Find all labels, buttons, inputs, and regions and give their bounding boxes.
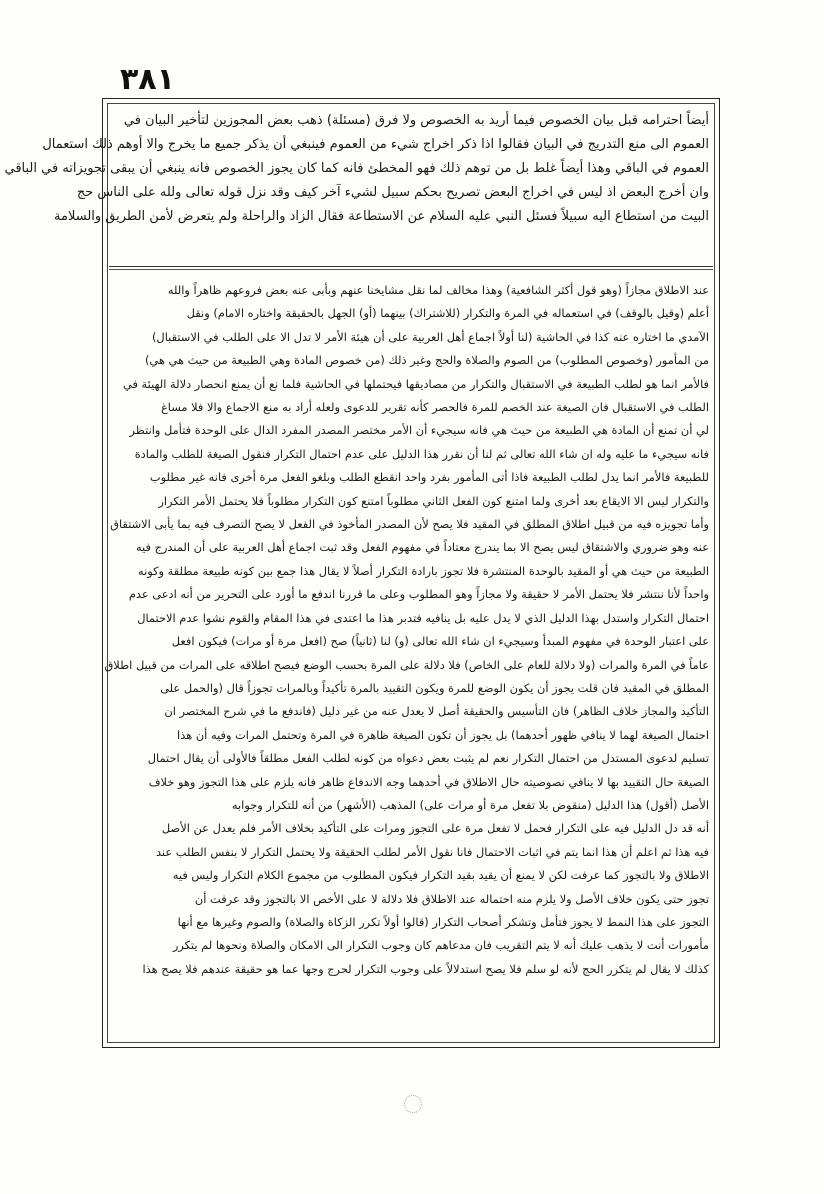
commentary-line: التجوز على هذا النمط لا يجوز فتأمل وتشكر أصحاب التكرار (قالوا أولاً تكرر الزكاة والصلاة) والصوم وغيرها مع أنها: [177, 914, 709, 929]
commentary-line: فيه هذا ثم اعلم أن هذا انما يتم في اثبات الاحتمال فانا نقول الأمر لطلب الحقيقة ولا يحتمل التكرار لا بنفس الطلب عند: [155, 844, 709, 859]
main-text-line: العموم الى منع التدريج في البيان فقالوا اذا ذكر اخراج شيء من العموم فينبغي أن يذكر جميع ما يخرج والا أوهم ذلك استعمال: [42, 137, 709, 152]
commentary-line: أنه قد دل الدليل فيه على التكرار فحمل لا تفعل مرة على التجوز ومرات على التأكيد بخلاف الأمر فلم يعدل عن الأصل: [161, 821, 709, 836]
commentary-line: الاطلاق ولا بالتجوز كما عرفت لكن لا يمنع أن يقيد بقيد التكرار فيكون المطلوب من مجموع الكلام التكرار وليس فيه: [172, 868, 709, 883]
commentary-line: الآمدي ما اختاره عنه كذا في الحاشية (لنا أولاً اجماع أهل العربية على أن هيئة الأمر لا تدل الا على الطلب في الاستقبال): [151, 329, 709, 344]
commentary-line: فالأمر انما هو لطلب الطبيعة في الاستقبال والتكرار من مصاديقها فيحتملها في الحاشية فلما نع أن يمنع انحصار دلالة الهيئة في: [122, 376, 709, 391]
commentary-line: من المأمور (وخصوص المطلوب) من الصوم والصلاة والحج وغير ذلك (من خصوص المادة وهي الطبيعة من حيث هي هي): [144, 353, 709, 368]
page-frame: [4, 98, 720, 1048]
commentary-line: وأما تجويزه فيه من قبيل اطلاق المطلق في المقيد فلا يصح لأن المصدر المأخوذ في الفعل لا يصح التصرف فيه بما يأبى الاشتقاق: [110, 517, 709, 532]
main-text-block: [4, 109, 709, 257]
commentary-line: واحداً لأنا ننتشر فلا يحتمل الأمر لا حقيقة ولا مجازاً وهو المطلوب وعلى ما قررنا اندفع ما أورد على التحرير من أنه ادعى عدم: [128, 587, 709, 602]
commentary-line: التأكيد والمجاز خلاف الظاهر) فان التأسيس والحقيقة أصل لا يعدل عنه من غير دليل (فاندفع ما في شرح المختصر ان: [164, 704, 709, 719]
page-ornament-mark: [404, 1095, 422, 1113]
commentary-line: الأصل (أقول) هذا الدليل (منقوض بلا تفعل مرة أو مرات على) المذهب (الأشهر) من أنه للتكرار وجوابه: [231, 797, 709, 812]
commentary-line: احتمال الصيغة لهما لا ينافي ظهور أحدهما) بل يجوز أن تكون الصيغة ظاهرة في المرة وتحتمل المرات وفيه أن هذا: [177, 727, 709, 742]
commentary-line: على اعتبار الوحدة في مفهوم المبدأ وسيجيء ان شاء الله تعالى (و) لنا (ثانياً) صح (افعل مرة أو مرات) فيكون افعل: [171, 634, 709, 649]
commentary-line: أعلم (وقيل بالوقف) في استعماله في المرة والتكرار (للاشتراك) بينهما (أو) الجهل بالحقيقة واختاره الامام) ونقل: [186, 306, 709, 321]
section-divider: [109, 266, 713, 267]
commentary-line: احتمال التكرار واستدل بهذا الدليل الذي لا يدل عليه بل ينافيه فتدبر هذا ما اعتدى في هذا المقام والقوم نشوا عدم الاحتمال: [137, 610, 709, 625]
main-text-line: العموم في الباقي وهذا أيضاً غلط بل من توهم ذلك فهو المخطئ فانه كما كان يجوز الخصوص فانه ينبغي أن يبقى تجويزاته في الباقي: [4, 161, 709, 176]
commentary-line: الطلب في الاستقبال فان الصيغة عند الخصم للمرة فالحصر كأنه تقرير للدعوى ولعله أراد به منع الاجماع والا فلا مساغ: [160, 400, 709, 415]
commentary-line: عنه وهو ضروري والاشتقاق ليس يصح الا بما يندرج معتاداً في مفهوم الفعل وقد ثبت اجماع أهل العربية على أن المندرج فيه: [135, 540, 709, 555]
commentary-line: لي أن تمنع أن المادة هي الطبيعة من حيث هي فانه سيجيء أن الأمر مختصر المصدر المفرد الدال على الوحدة فتأمل وانتظر: [129, 423, 709, 438]
page-number: ٣٨١: [120, 62, 175, 97]
commentary-line: الصيغة حال التقييد بها لا ينافي نصوصيته حال الاطلاق في أحدهما وجه الاندفاع ظاهر فانه يلزم على هذا التجوز وهو خلاف: [148, 774, 709, 789]
main-text-line: البيت من استطاع اليه سبيلاً فسئل النبي عليه السلام عن الاستطاعة فقال الزاد والراحلة ولم يتعرض لأمن الطريق والسلامة: [54, 209, 709, 224]
commentary-line: عاماً في المرة والمرات (ولا دلالة للعام على الخاص) فلا دلالة على المرة بحسب الوضع فيصح اطلاقه على المرات من قبيل اطلاق: [104, 657, 709, 672]
commentary-line: للطبيعة فالأمر انما يدل لطلب الطبيعة فاذا أتى المأمور بفرد واحد انقطع الطلب وبلغو الفعل مرة أخرى فانه غير مطلوب: [149, 470, 709, 485]
commentary-line: مأمورات أنت لا يذهب عليك أنه لا يتم التقريب فان مدعاهم كان وجوب التكرار الى الامكان والصلاة ونحوها لم يتكرر: [172, 938, 709, 953]
commentary-line: تسليم لدعوى المستدل من احتمال التكرار نعم لم يثبت بعض دعواه من كونه لطلب الفعل مطلقاً فالأولى أن يقال احتمال: [147, 751, 709, 766]
commentary-line: تجوز حتى يكون خلاف الأصل ولا يلزم منه احتماله عند الاطلاق فلا دلالة لا على الأخص الا بالتجوز وقد عرفت أن: [194, 891, 709, 906]
main-text-line: أيضاً احترامه قبل بيان الخصوص فيما أريد به الخصوص ولا فرق (مسئلة) ذهب بعض المجوزين لتأخير البيان في: [123, 113, 709, 128]
commentary-line: كذلك لا يقال لم يتكرر الحج لأنه لو سلم فلا يصح استدلالاً على وجوب التكرار لحرج وجها عما هو حقيقة عندهم فلا يصح هذا: [142, 961, 709, 976]
commentary-line: والتكرار ليس الا الايقاع بعد أخرى ولما امتنع كون الفعل الثاني مطلوباً امتنع كون التكرار مطلوباً فلا يحتمل الأمر التكرار: [158, 493, 709, 508]
section-divider-secondary: [109, 269, 713, 270]
commentary-line: فانه سيجيء ما عليه وله ان شاء الله تعالى ثم لنا أن نقرر هذا الدليل على عدم احتمال التكرار فنقول الصيغة للطلب والمادة: [134, 446, 709, 461]
main-text-line: وان أخرج البعض اذ ليس في اخراج البعض تصريح بحكم سبيل لشيء آخر كيف وقد نزل قوله تعالى ولله على الناس حج: [76, 185, 709, 200]
commentary-text-block: [104, 279, 709, 1039]
commentary-line: الطبيعة من حيث هي أو المقيد بالوحدة المنتشرة فلا تجوز بارادة التكرار أصلاً لا يقال هذا جمع بين كونه طبيعة مطلقة وكونه: [137, 563, 709, 578]
commentary-line: عند الاطلاق مجازاً (وهو قول أكثر الشافعية) وهذا مخالف لما نقل مشايخنا عنهم وبأبى عنه بعض فروعهم ظاهراً والله: [167, 283, 709, 297]
commentary-line: المطلق في المقيد فان قلت يجوز أن يكون الوضع للمرة ويكون التقييد بالمرة تأكيداً وبالمرات تجوزاً قال (والحمل على: [160, 680, 709, 695]
